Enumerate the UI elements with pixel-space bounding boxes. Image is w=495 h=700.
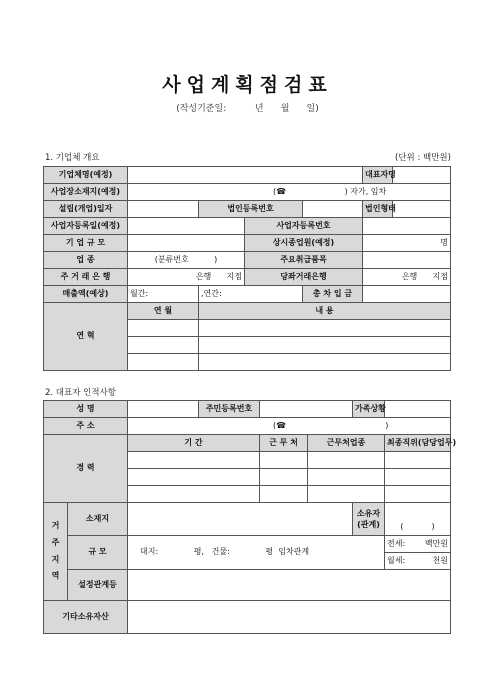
career-industry-cell[interactable] xyxy=(308,452,385,469)
size-label: 기 업 규 모 xyxy=(44,235,128,252)
industry-label: 업 종 xyxy=(44,252,128,269)
corp-type-label: 법인형태 xyxy=(363,201,393,218)
bank-label: 주 거 래 은 행 xyxy=(44,269,128,286)
corp-type-field[interactable] xyxy=(393,201,451,218)
mortgage-field[interactable] xyxy=(128,570,451,601)
other-assets-label: 기타소유자산 xyxy=(44,601,128,634)
career-col-industry: 근무처업종 xyxy=(308,435,385,452)
career-col-period: 기 간 xyxy=(128,435,260,452)
branch-bank-label: 당좌거래은행 xyxy=(245,269,363,286)
other-assets-field[interactable] xyxy=(128,601,451,634)
lease-deposit-label: 전세: xyxy=(387,538,406,548)
res-location-label: 소재지 xyxy=(68,503,128,536)
size-field[interactable] xyxy=(128,235,245,252)
career-industry-cell[interactable] xyxy=(308,469,385,486)
career-period-cell[interactable] xyxy=(128,469,260,486)
career-period-cell[interactable] xyxy=(128,486,260,503)
main-items-field[interactable] xyxy=(363,252,451,269)
employees-label: 상시종업원(예정) xyxy=(245,235,363,252)
page-title: 사업계획점검표 xyxy=(162,74,333,96)
history-content-cell[interactable] xyxy=(199,320,451,337)
history-label: 연 혁 xyxy=(44,303,128,371)
biz-reg-no-field[interactable] xyxy=(363,218,451,235)
career-col-position: 최종직위(담당업무) xyxy=(385,435,451,452)
lease-deposit-unit: 백만원 xyxy=(424,538,448,548)
biz-reg-date-field[interactable] xyxy=(128,218,245,235)
founding-date-field[interactable] xyxy=(128,201,199,218)
career-position-cell[interactable] xyxy=(385,469,451,486)
history-date-cell[interactable] xyxy=(128,320,199,337)
resident-no-field[interactable] xyxy=(260,401,353,418)
corp-reg-no-field[interactable] xyxy=(303,201,363,218)
company-name-field[interactable] xyxy=(128,167,363,184)
total-borrowing-label: 총 차 입 금 xyxy=(303,286,363,303)
lease-monthly-cell[interactable] xyxy=(385,553,451,570)
lease-deposit-cell[interactable] xyxy=(385,536,451,553)
scale-label: 규 모 xyxy=(68,536,128,570)
res-location-field[interactable] xyxy=(128,503,353,536)
residence-char: 거 xyxy=(51,520,60,530)
unit-label: (단위 : 백만원) xyxy=(395,153,451,163)
location-label: 사업장소재지(예정) xyxy=(44,184,128,201)
biz-reg-date-label: 사업자등록일(예정) xyxy=(44,218,128,235)
lease-monthly-label: 월세: xyxy=(387,555,406,565)
reference-date: (작성기준일: 년 월 일) xyxy=(176,104,319,114)
owner-field[interactable]: ( ) xyxy=(385,503,451,536)
career-workplace-cell[interactable] xyxy=(260,469,308,486)
ceo-label: 대표자명 xyxy=(363,167,393,184)
lease-monthly-unit: 천원 xyxy=(432,555,448,565)
address-label: 주 소 xyxy=(44,418,128,435)
company-name-label: 기업체명(예정) xyxy=(44,167,128,184)
name-field[interactable] xyxy=(128,401,199,418)
company-overview-table xyxy=(43,166,451,371)
founding-date-label: 설립(개업)일자 xyxy=(44,201,128,218)
residence-label xyxy=(44,503,68,601)
sales-year-field[interactable]: ,연간: xyxy=(199,286,303,303)
location-field[interactable]: (☎ ) 자가, 임차 xyxy=(128,184,451,201)
resident-no-label: 주민등록번호 xyxy=(199,401,260,418)
career-workplace-cell[interactable] xyxy=(260,486,308,503)
career-position-cell[interactable] xyxy=(385,486,451,503)
total-borrowing-field[interactable] xyxy=(363,286,451,303)
representative-table xyxy=(43,400,457,634)
bank-field[interactable]: 은행 지점 xyxy=(128,269,245,286)
name-label: 성 명 xyxy=(44,401,128,418)
career-label: 경 력 xyxy=(44,435,128,503)
residence-char: 지 xyxy=(51,554,60,564)
family-field[interactable] xyxy=(385,401,451,418)
sales-label: 매출액(예상) xyxy=(44,286,128,303)
history-date-cell[interactable] xyxy=(128,337,199,354)
mortgage-label: 설정관계등 xyxy=(68,570,128,601)
history-content-cell[interactable] xyxy=(199,337,451,354)
career-workplace-cell[interactable] xyxy=(260,452,308,469)
history-content-cell[interactable] xyxy=(199,354,451,371)
employees-field[interactable]: 명 xyxy=(363,235,451,252)
career-industry-cell[interactable] xyxy=(308,486,385,503)
career-period-cell[interactable] xyxy=(128,452,260,469)
ceo-field[interactable] xyxy=(393,167,451,184)
career-position-cell[interactable] xyxy=(385,452,451,469)
branch-bank-field[interactable]: 은행 지점 xyxy=(363,269,451,286)
history-col-date: 연 월 xyxy=(128,303,199,320)
scale-field[interactable]: 대지: 평, 건물: 평 임차관계 xyxy=(128,536,385,570)
history-date-cell[interactable] xyxy=(128,354,199,371)
main-items-label: 주요취급품목 xyxy=(245,252,363,269)
biz-reg-no-label: 사업자등록번호 xyxy=(245,218,363,235)
sales-month-field[interactable]: 월간: xyxy=(128,286,199,303)
corp-reg-no-label: 법인등록번호 xyxy=(199,201,303,218)
residence-char: 역 xyxy=(51,571,60,581)
owner-label: 소유자 (관계) xyxy=(353,503,385,536)
industry-field[interactable]: (분류번호 ) xyxy=(128,252,245,269)
residence-char: 주 xyxy=(51,537,60,547)
family-label: 가족상황 xyxy=(353,401,385,418)
section2-heading: 2. 대표자 인적사항 xyxy=(45,388,116,398)
history-col-content: 내 용 xyxy=(199,303,451,320)
career-col-workplace: 근 무 처 xyxy=(260,435,308,452)
section1-heading: 1. 기업체 개요 xyxy=(45,153,100,163)
address-field[interactable]: (☎ ) xyxy=(128,418,451,435)
